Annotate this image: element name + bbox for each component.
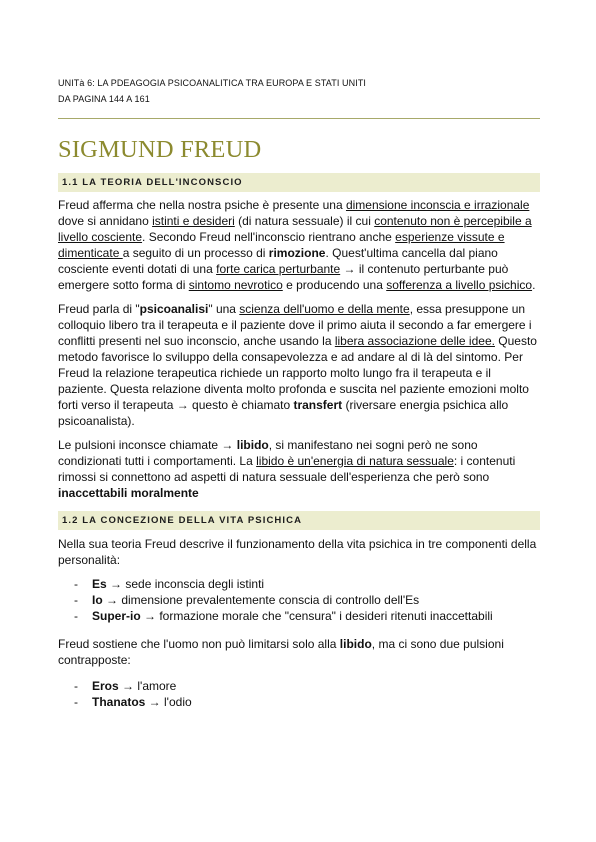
paragraph-psychic-life: Nella sua teoria Freud descrive il funzionamento della vita psichica in tre componenti della personalità: (58, 537, 537, 567)
section-heading-1 (58, 173, 540, 192)
personality-components-list (74, 576, 534, 624)
section-heading-2 (58, 511, 540, 530)
list-item: - Super-io → formazione morale che "censura" i desideri ritenuti inaccettabili (74, 609, 493, 623)
paragraph-libido: Le pulsioni inconsce chiamate → libido, si manifestano nei sogni però ne sono condizionati tutti i comportamenti. La libido è un'energia di natura sessuale: i contenuti rimossi si connettono ad aspetti di natura sessuale dell'esperienza che però sono inaccettabili moralmente (58, 438, 516, 500)
paragraph-unconscious: Freud afferma che nella nostra psiche è presente una dimensione inconscia e irrazionale dove si annidano istinti e desideri (di natura sessuale) il cui contenuto non è percepibile a livello cosciente. Secondo Freud nell'inconscio rientrano anche esperienze vissute e dimenticate a seguito di un processo di rimozione. Quest'ultima cancella dal piano cosciente eventi dotati di una forte carica perturbante → il contenuto perturbante può emergere sotto forma di sintomo nevrotico e producendo una sofferenza a livello psichico. (58, 198, 536, 292)
paragraph-psychoanalysis: Freud parla di "psicoanalisi" una scienza dell'uomo e della mente, essa presuppone un colloquio libero tra il terapeuta e il paziente dove il primo aiuta il secondo a far emergere i conflitti presenti nel suo inconscio, anche usando la libera associazione delle idee. Questo metodo favorisce lo sviluppo della consapevolezza e ad andare al di là del sintomo. Per Freud la relazione terapeutica richiede un rapporto molto lungo fra il terapeuta e il paziente. Questa relazione diventa molto profonda e suscita nel paziente emozioni molto forti verso il terapeuta → questo è chiamato transfert (riversare energia psichica allo psicoanalista). (58, 302, 537, 428)
header-divider (58, 118, 540, 119)
list-item: - Io → dimensione prevalentemente conscia di controllo dell'Es (74, 593, 420, 607)
page-range: DA PAGINA 144 A 161 (58, 94, 150, 104)
drives-list (74, 678, 534, 710)
section-heading-2-label: 1.2 LA CONCEZIONE DELLA VITA PSICHICA (62, 515, 303, 526)
list-item: - Thanatos → l'odio (74, 695, 192, 709)
unit-title: UNITà 6: LA PDEAGOGIA PSICOANALITICA TRA EUROPA E STATI UNITI (58, 78, 367, 88)
list-item: - Es → sede inconscia degli istinti (74, 577, 265, 591)
document-header (58, 75, 366, 107)
paragraph-drives: Freud sostiene che l'uomo non può limitarsi solo alla libido, ma ci sono due pulsioni contrapposte: (58, 637, 504, 667)
section-heading-1-label: 1.1 LA TEORIA DELL'INCONSCIO (62, 177, 243, 188)
list-item: - Eros → l'amore (74, 679, 177, 693)
page-title: SIGMUND FREUD (58, 136, 262, 163)
